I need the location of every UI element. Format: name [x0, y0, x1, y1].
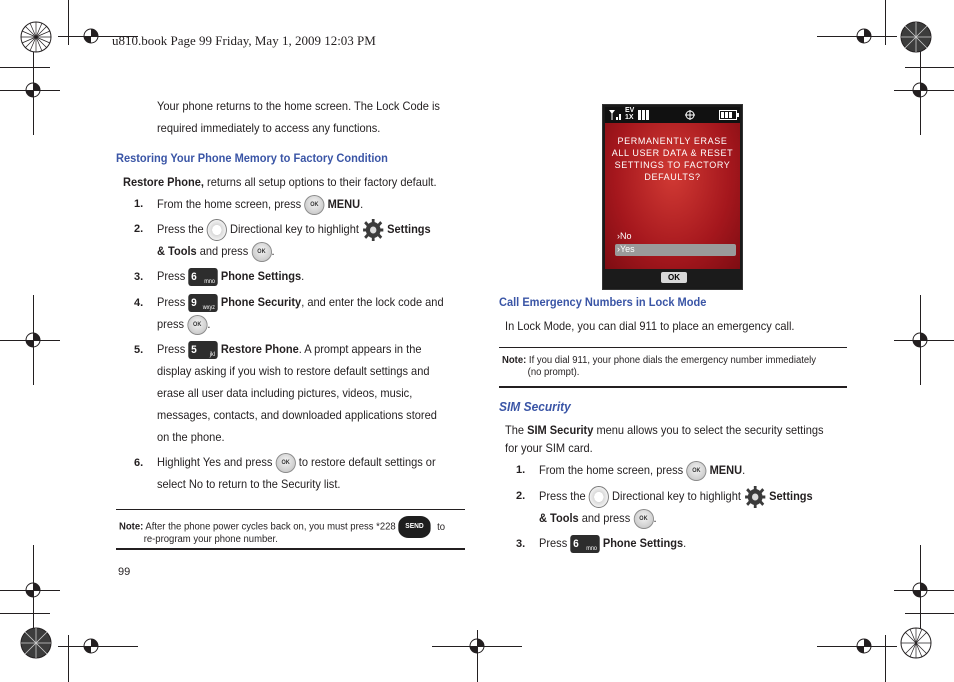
- step-text-part: to restore default settings or: [298, 455, 436, 469]
- step-text: [157, 338, 421, 360]
- location-icon: [685, 110, 695, 120]
- ok-key-icon: OK: [686, 461, 706, 481]
- ok-key-icon: OK: [251, 242, 271, 262]
- intro-paragraph: [157, 95, 461, 139]
- restore-phone-term: Restore Phone,: [123, 175, 204, 189]
- ok-softkey: OK: [661, 272, 687, 283]
- step-number: 1.: [134, 198, 144, 210]
- phone-status-bar: [605, 107, 740, 123]
- registration-wheel-icon: [20, 21, 52, 53]
- ev-indicator: EV: [625, 107, 635, 114]
- phone-settings-term: Phone Settings: [602, 536, 684, 550]
- step-text-line: display asking if you wish to restore default settings and: [157, 364, 430, 378]
- restore-lead-text: returns all setup options to their factory default.: [203, 175, 437, 189]
- step-text-continued: [157, 313, 210, 335]
- step-text-part: From the home screen, press: [157, 197, 302, 211]
- step-text-part: .: [653, 511, 657, 525]
- step-text-part: Press the: [157, 222, 204, 237]
- signal-icon: [608, 109, 624, 121]
- key-9-icon: 9 wxyz: [188, 294, 217, 312]
- note-text: re-program your phone number.: [143, 534, 278, 545]
- note-label: Note:: [119, 521, 144, 533]
- phone-softkey-bar: [605, 269, 740, 287]
- erase-prompt-text: PERMANENTLY ERASE ALL USER DATA & RESET SETTINGS TO FACTORY DEFAULTS?: [611, 136, 734, 182]
- step-text-part: Highlight Yes and press: [157, 455, 273, 469]
- intro-text: Your phone returns to the home screen. The Lock Code is required immediately to access any functions.: [157, 99, 440, 135]
- step-number: 3.: [516, 538, 526, 550]
- key-6-icon: 6 mno: [570, 535, 599, 553]
- note-text: (no prompt).: [527, 367, 580, 378]
- registration-wheel-icon: [20, 627, 52, 659]
- step-text-part: press: [157, 317, 184, 331]
- ok-key-icon: OK: [187, 315, 207, 335]
- note-rule-top: [116, 509, 465, 510]
- step-text-continued: [539, 507, 657, 529]
- note-label: Note:: [502, 355, 527, 366]
- step-text: [157, 218, 431, 242]
- menu-term: MENU: [709, 463, 743, 477]
- step-text-continued: [157, 360, 437, 448]
- option-yes: ›Yes: [617, 244, 635, 254]
- step-number: 2.: [516, 490, 526, 502]
- crosshair-target-icon: [22, 329, 44, 351]
- step-text-part: Press: [157, 269, 186, 283]
- step-text-part: .: [207, 317, 211, 331]
- ok-key-icon: OK: [633, 509, 653, 529]
- step-text-part: Directional key to highlight: [612, 489, 741, 504]
- section-heading-emergency: Call Emergency Numbers in Lock Mode: [499, 295, 707, 309]
- crosshair-target-icon: [909, 79, 931, 101]
- phone-security-term: Phone Security: [220, 295, 302, 309]
- step-text-part: and press: [199, 244, 249, 258]
- step-text-part: Press: [539, 536, 568, 550]
- crosshair-target-icon: [80, 25, 102, 47]
- step-text: [157, 451, 436, 495]
- step-text-part: . A prompt appears in the: [298, 342, 422, 356]
- restore-phone-term: Restore Phone: [220, 342, 299, 356]
- note-text: After the phone power cycles back on, you must press *228: [145, 521, 396, 533]
- menu-term: MENU: [327, 197, 361, 211]
- note-left: [119, 516, 461, 546]
- step-number: 1.: [516, 464, 526, 476]
- phone-screen-image: [602, 104, 743, 290]
- book-header: u810.book Page 99 Friday, May 1, 2009 12:03 PM: [112, 33, 376, 48]
- crosshair-target-icon: [80, 635, 102, 657]
- note-rule-top: [499, 347, 847, 348]
- settings-term: Settings: [769, 489, 813, 504]
- ok-key-icon: OK: [304, 195, 324, 215]
- step-text-line: select No to return to the Security list.: [157, 477, 341, 491]
- step-text: [157, 291, 444, 313]
- settings-gear-icon: [362, 218, 384, 242]
- registration-wheel-icon: [900, 627, 932, 659]
- signal-bars-icon: [638, 110, 652, 120]
- section-heading-restore: Restoring Your Phone Memory to Factory Condition: [116, 151, 388, 165]
- step-number: 5.: [134, 344, 144, 356]
- step-text: [539, 532, 686, 554]
- step-number: 3.: [134, 271, 144, 283]
- step-text-line: messages, contacts, and downloaded applications stored: [157, 408, 437, 422]
- onex-indicator: 1X: [625, 114, 634, 121]
- crosshair-target-icon: [22, 79, 44, 101]
- sim-paragraph: [505, 419, 824, 459]
- step-number: 6.: [134, 457, 144, 469]
- step-text-part: , and enter the lock code and: [301, 295, 444, 309]
- step-text: [539, 459, 745, 481]
- settings-term: Settings: [387, 222, 431, 237]
- step-number: 2.: [134, 223, 144, 235]
- sim-text: menu allows you to select the security settings: [596, 423, 824, 437]
- crosshair-target-icon: [466, 635, 488, 657]
- step-text-line: erase all user data including pictures, videos, music,: [157, 386, 413, 400]
- settings-gear-icon: [744, 485, 766, 509]
- note-text: If you dial 911, your phone dials the emergency number immediately: [528, 355, 817, 366]
- step-text-part: .: [742, 463, 746, 477]
- restore-lead-paragraph: [123, 171, 437, 193]
- step-text-part: From the home screen, press: [539, 463, 684, 477]
- step-text-part: Press: [157, 295, 186, 309]
- crosshair-target-icon: [22, 579, 44, 601]
- emergency-paragraph: In Lock Mode, you can dial 911 to place an emergency call.: [505, 319, 795, 333]
- crosshair-target-icon: [853, 25, 875, 47]
- send-key-icon: SEND: [398, 516, 430, 538]
- note-rule-bottom: [116, 548, 465, 550]
- directional-key-icon: [589, 486, 609, 508]
- step-text: [157, 193, 363, 215]
- crosshair-target-icon: [909, 579, 931, 601]
- step-text-continued: [157, 240, 275, 262]
- step-text-line: on the phone.: [157, 430, 225, 444]
- crosshair-target-icon: [853, 635, 875, 657]
- step-text-part: and press: [581, 511, 631, 525]
- step-number: 4.: [134, 297, 144, 309]
- tools-term: & Tools: [157, 244, 197, 258]
- tools-term: & Tools: [539, 511, 579, 525]
- note-text: to: [437, 521, 446, 533]
- phone-settings-term: Phone Settings: [220, 269, 302, 283]
- battery-icon: [719, 110, 739, 120]
- directional-key-icon: [207, 219, 227, 241]
- step-text-part: .: [271, 244, 275, 258]
- step-text-part: Press: [157, 342, 186, 356]
- ok-key-icon: OK: [275, 453, 295, 473]
- registration-wheel-icon: [900, 21, 932, 53]
- sim-text-line: for your SIM card.: [505, 441, 593, 455]
- step-text-part: Press the: [539, 489, 586, 504]
- key-5-icon: 5 jkl: [188, 341, 217, 359]
- step-text-part: Directional key to highlight: [230, 222, 359, 237]
- step-text-part: .: [360, 197, 364, 211]
- step-text: [157, 265, 304, 287]
- note-right: [502, 355, 844, 379]
- step-text-part: .: [683, 536, 687, 550]
- section-heading-sim: SIM Security: [499, 399, 571, 414]
- key-6-icon: 6 mno: [188, 268, 217, 286]
- page-number: 99: [118, 566, 131, 578]
- phone-display: [605, 123, 740, 271]
- step-text-part: .: [301, 269, 305, 283]
- sim-text: The: [505, 423, 525, 437]
- crosshair-target-icon: [909, 329, 931, 351]
- step-text: [539, 485, 813, 509]
- sim-security-term: SIM Security: [527, 423, 594, 437]
- note-rule-bottom: [499, 386, 847, 388]
- option-no: ›No: [617, 231, 632, 241]
